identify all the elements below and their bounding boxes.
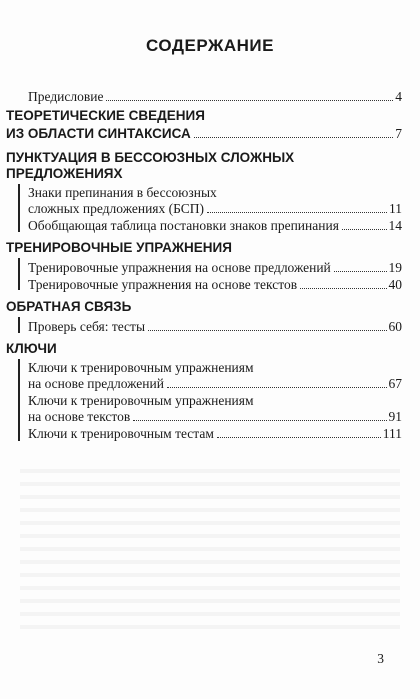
entry-label: на основе предложений — [28, 376, 164, 391]
leader-dots — [106, 100, 393, 101]
toc-entry-summary-table — [28, 217, 402, 234]
toc-entry-theory — [6, 125, 402, 142]
entry-page: 111 — [382, 426, 402, 441]
toc-entry-bsp-line1: Знаки препинания в бессоюзных — [28, 185, 217, 200]
entry-page: 60 — [388, 319, 402, 334]
page-number: 3 — [377, 651, 384, 666]
entry-label: Тренировочные упражнения на основе текстов — [28, 277, 298, 292]
leader-dots — [300, 288, 386, 289]
toc-entry-keys-sentences — [28, 375, 402, 392]
toc-entry-exercises-sentences — [28, 259, 402, 276]
entry-page: 67 — [388, 376, 402, 391]
entry-label: Обобщающая таблица постановки знаков препинания — [28, 218, 339, 233]
bleed-through-texture — [20, 460, 400, 630]
toc-entry-tests — [28, 318, 402, 335]
entry-label: Ключи к тренировочным тестам — [28, 426, 214, 441]
section-heading-punctuation: ПУНКТУАЦИЯ В БЕССОЮЗНЫХ СЛОЖНЫХ ПРЕДЛОЖЕНИЯХ — [6, 150, 295, 181]
leader-dots — [148, 330, 386, 331]
leader-dots — [217, 437, 381, 438]
section-heading-line2: ИЗ ОБЛАСТИ СИНТАКСИСА — [6, 126, 191, 141]
toc-entry-keys-texts — [28, 408, 402, 425]
entry-page: 14 — [388, 218, 402, 233]
toc-entry-keys-texts-line1: Ключи к тренировочным упражнениям — [28, 393, 254, 408]
entry-label: сложных предложениях (БСП) — [28, 201, 205, 216]
toc-entry-keys-tests — [28, 425, 402, 442]
section-heading-exercises: ТРЕНИРОВОЧНЫЕ УПРАЖНЕНИЯ — [6, 240, 232, 255]
entry-label: на основе текстов — [28, 409, 131, 424]
leader-dots — [167, 387, 387, 388]
entry-page: 19 — [388, 260, 402, 275]
leader-dots — [342, 229, 387, 230]
section-heading-feedback: ОБРАТНАЯ СВЯЗЬ — [6, 299, 132, 314]
entry-label: Тренировочные упражнения на основе предложений — [28, 260, 331, 275]
leader-dots — [334, 271, 387, 272]
section-heading-keys: КЛЮЧИ — [6, 341, 57, 356]
entry-page: 11 — [389, 201, 402, 216]
leader-dots — [207, 212, 387, 213]
entry-page: 4 — [395, 89, 402, 104]
section-bar-punctuation — [18, 184, 20, 232]
entry-label: Предисловие — [28, 89, 104, 104]
leader-dots — [194, 137, 393, 138]
section-heading-theory: ТЕОРЕТИЧЕСКИЕ СВЕДЕНИЯ — [6, 108, 205, 123]
toc-entry-keys-sentences-line1: Ключи к тренировочным упражнениям — [28, 360, 254, 375]
toc-entry-bsp — [28, 200, 402, 217]
entry-page: 40 — [388, 277, 402, 292]
toc-entry-preface — [28, 88, 402, 105]
section-bar-keys — [18, 359, 20, 441]
page-title: СОДЕРЖАНИЕ — [146, 36, 274, 55]
entry-page: 7 — [395, 126, 402, 141]
section-bar-exercises — [18, 258, 20, 290]
section-bar-feedback — [18, 317, 20, 333]
toc-entry-exercises-texts — [28, 276, 402, 293]
entry-label: Проверь себя: тесты — [28, 319, 146, 334]
entry-page: 91 — [388, 409, 402, 424]
leader-dots — [133, 420, 386, 421]
